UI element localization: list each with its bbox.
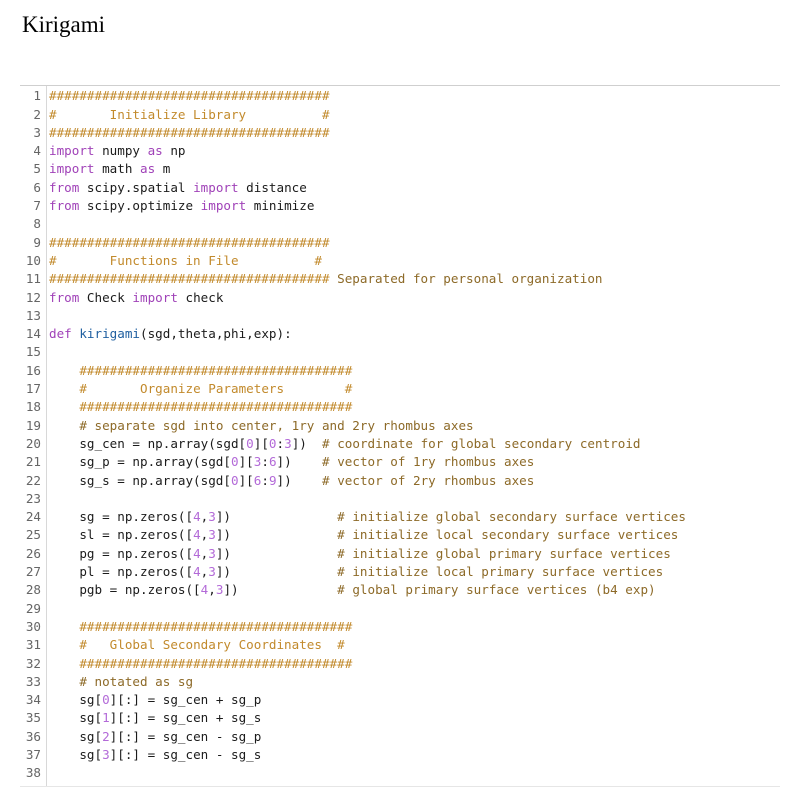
- code-text: [49, 197, 314, 215]
- line-number: 22: [25, 472, 41, 488]
- token-comment: # global primary surface vertices (b4 exp): [337, 582, 656, 598]
- token-kw: import: [49, 161, 95, 177]
- code-text: [49, 508, 686, 526]
- code-text: [49, 691, 261, 709]
- token-num: 9: [268, 472, 277, 488]
- code-line: [20, 142, 780, 160]
- code-text: [49, 581, 656, 599]
- code-line: [20, 288, 780, 306]
- token-kw: def: [49, 326, 72, 342]
- token-plain: [49, 363, 79, 378]
- token-plain: [49, 399, 79, 414]
- code-line: [20, 654, 780, 672]
- code-line: [20, 87, 780, 105]
- token-num: 4: [193, 509, 201, 525]
- token-num: 1: [102, 710, 110, 726]
- token-plain: :: [261, 454, 269, 470]
- token-comment: # vector of 2ry rhombus axes: [322, 472, 535, 488]
- token-plain: [49, 656, 79, 671]
- token-num: 6: [268, 454, 277, 470]
- token-num: 4: [193, 527, 201, 543]
- token-plain: ][:] = sg_cen - sg_s: [109, 746, 262, 762]
- token-plain: sg_cen = np.array(sgd[: [49, 435, 247, 451]
- code-text: [49, 398, 352, 416]
- token-plain: ]): [223, 582, 338, 598]
- code-line: [20, 599, 780, 617]
- code-line: [20, 307, 780, 325]
- token-plain: sg = np.zeros([: [49, 509, 194, 525]
- code-line: [20, 105, 780, 123]
- code-line: [20, 727, 780, 745]
- token-plain: pg = np.zeros([: [49, 545, 194, 561]
- token-num: 4: [193, 545, 201, 561]
- code-text: [49, 362, 352, 380]
- token-plain: minimize: [246, 198, 315, 214]
- code-line: [20, 325, 780, 343]
- line-number: 5: [33, 161, 41, 177]
- code-line: [20, 361, 780, 379]
- line-number: 30: [25, 618, 41, 634]
- token-num: 3: [284, 435, 292, 451]
- line-number: 25: [25, 527, 41, 543]
- line-number: 15: [25, 344, 41, 360]
- token-plain: math: [94, 161, 140, 177]
- code-line: [20, 709, 780, 727]
- token-num: 2: [102, 728, 110, 744]
- token-plain: [49, 674, 79, 689]
- token-comment: # coordinate for global secondary centroid: [322, 435, 641, 451]
- token-plain: pgb = np.zeros([: [49, 582, 201, 598]
- token-plain: ]): [215, 564, 338, 580]
- token-plain: ][:] = sg_cen - sg_p: [109, 728, 262, 744]
- token-kw: import: [132, 289, 178, 305]
- line-number: 3: [33, 124, 41, 140]
- token-plain: sg[: [49, 746, 103, 762]
- token-func: kirigami: [79, 326, 141, 342]
- code-line: [20, 526, 780, 544]
- code-line: [20, 544, 780, 562]
- token-comment: # notated as sg: [79, 673, 194, 689]
- code-line: [20, 453, 780, 471]
- code-line: [20, 233, 780, 251]
- code-text: [49, 746, 261, 764]
- code-line: [20, 160, 780, 178]
- token-num: 3: [215, 582, 224, 598]
- line-number: 12: [25, 289, 41, 305]
- code-line: [20, 124, 780, 142]
- token-plain: ,: [200, 509, 209, 525]
- token-hash: ####################################: [79, 399, 353, 415]
- token-plain: m: [155, 161, 171, 177]
- line-number: 34: [25, 692, 41, 708]
- line-number: 1: [33, 88, 41, 104]
- code-line: [20, 618, 780, 636]
- token-comment: # initialize global primary surface vertices: [337, 545, 671, 561]
- code-text: [49, 325, 292, 343]
- token-plain: ][: [238, 472, 254, 488]
- token-plain: ][:] = sg_cen + sg_p: [109, 692, 262, 708]
- code-line: [20, 490, 780, 508]
- token-plain: scipy.optimize: [79, 198, 201, 214]
- code-line: [20, 764, 780, 782]
- line-number: 35: [25, 710, 41, 726]
- token-hash: ####################################: [79, 618, 353, 634]
- code-text: [49, 160, 170, 178]
- token-plain: [49, 619, 79, 634]
- token-num: 6: [253, 472, 262, 488]
- token-plain: [49, 381, 79, 396]
- code-line: [20, 380, 780, 398]
- token-hash: #####################################: [49, 124, 330, 140]
- token-plain: ][:] = sg_cen + sg_s: [109, 710, 262, 726]
- token-plain: distance: [238, 179, 307, 195]
- line-number: 36: [25, 728, 41, 744]
- line-number: 10: [25, 252, 41, 268]
- code-text: [49, 673, 193, 691]
- token-kw: import: [200, 198, 247, 214]
- token-kw: as: [147, 143, 163, 159]
- token-num: 0: [230, 472, 239, 488]
- line-number: 28: [25, 582, 41, 598]
- token-plain: np: [162, 143, 186, 159]
- line-number: 2: [33, 106, 41, 122]
- token-comment: # initialize local primary surface vertices: [337, 564, 664, 580]
- code-line: [20, 435, 780, 453]
- line-number: 27: [25, 564, 41, 580]
- code-text: [49, 289, 223, 307]
- token-plain: :: [276, 435, 285, 451]
- code-text: [49, 179, 307, 197]
- code-line: [20, 636, 780, 654]
- line-number: 38: [25, 765, 41, 781]
- token-num: 3: [208, 564, 216, 580]
- token-num: 3: [208, 545, 216, 561]
- line-number: 23: [25, 490, 41, 506]
- code-text: [49, 124, 330, 142]
- token-hash: #####################################: [49, 234, 330, 250]
- code-line: [20, 691, 780, 709]
- token-plain: (sgd,theta,phi,exp):: [140, 326, 292, 342]
- token-num: 0: [268, 435, 277, 451]
- line-number: 18: [25, 399, 41, 415]
- token-num: 3: [208, 509, 216, 525]
- token-plain: sg_s = np.array(sgd[: [49, 472, 231, 488]
- code-lines: [20, 87, 780, 782]
- token-kw: from: [49, 198, 80, 214]
- line-number: 31: [25, 637, 41, 653]
- token-comment: # vector of 1ry rhombus axes: [322, 454, 535, 470]
- line-number: 7: [33, 198, 41, 214]
- code-line: [20, 746, 780, 764]
- token-hash: # Functions in File #: [49, 252, 322, 268]
- token-hash: #####################################: [49, 271, 330, 287]
- token-plain: ,: [200, 545, 209, 561]
- token-plain: :: [261, 472, 269, 488]
- line-number: 9: [33, 234, 41, 250]
- code-text: [49, 252, 322, 270]
- token-comment: # initialize local secondary surface vertices: [337, 527, 679, 543]
- line-number: 26: [25, 545, 41, 561]
- line-number: 19: [25, 417, 41, 433]
- code-line: [20, 343, 780, 361]
- token-num: 3: [208, 527, 216, 543]
- token-num: 0: [246, 435, 254, 451]
- token-plain: ]): [215, 509, 338, 525]
- code-text: [49, 106, 330, 124]
- token-plain: ]): [276, 454, 323, 470]
- token-kw: from: [49, 289, 80, 305]
- line-number: 17: [25, 381, 41, 397]
- token-hash: ####################################: [79, 362, 353, 378]
- code-text: [49, 417, 474, 435]
- code-line: [20, 398, 780, 416]
- line-number: 21: [25, 454, 41, 470]
- token-plain: ,: [200, 527, 209, 543]
- token-plain: [49, 637, 79, 652]
- code-line: [20, 197, 780, 215]
- line-number: 33: [25, 673, 41, 689]
- token-hash: #####################################: [49, 88, 330, 104]
- line-number: 16: [25, 362, 41, 378]
- code-line: [20, 416, 780, 434]
- token-num: 0: [102, 692, 110, 708]
- token-plain: sg[: [49, 692, 103, 708]
- token-plain: ][: [253, 435, 269, 451]
- code-text: [49, 87, 330, 105]
- code-text: [49, 453, 534, 471]
- line-number: 6: [33, 179, 41, 195]
- token-plain: sg_p = np.array(sgd[: [49, 454, 231, 470]
- token-plain: numpy: [94, 143, 148, 159]
- token-plain: check: [177, 289, 224, 305]
- code-editor: [20, 85, 780, 787]
- token-plain: scipy.spatial: [79, 179, 194, 195]
- token-kw: import: [49, 143, 95, 159]
- token-plain: ]): [215, 545, 338, 561]
- line-number: 13: [25, 307, 41, 323]
- code-text: [49, 655, 352, 673]
- token-kw: from: [49, 179, 80, 195]
- code-text: [49, 526, 678, 544]
- token-plain: ,: [200, 564, 209, 580]
- token-plain: ][: [238, 454, 254, 470]
- code-line: [20, 215, 780, 233]
- page-title: Kirigami: [22, 12, 106, 37]
- code-text: [49, 435, 640, 453]
- line-number: 29: [25, 600, 41, 616]
- line-number: 24: [25, 509, 41, 525]
- token-hash: # Initialize Library #: [49, 106, 330, 122]
- code-text: [49, 563, 663, 581]
- token-comment: # separate sgd into center, 1ry and 2ry rhombus axes: [79, 417, 474, 433]
- token-plain: sg[: [49, 710, 103, 726]
- token-plain: Check: [79, 289, 133, 305]
- token-plain: pl = np.zeros([: [49, 564, 194, 580]
- token-num: 4: [200, 582, 209, 598]
- token-hash: # Global Secondary Coordinates #: [79, 637, 345, 653]
- code-line: [20, 563, 780, 581]
- code-line: [20, 673, 780, 691]
- line-number: 4: [33, 143, 41, 159]
- line-number: 20: [25, 435, 41, 451]
- line-number: 37: [25, 746, 41, 762]
- code-line: [20, 471, 780, 489]
- token-plain: ]): [291, 435, 323, 451]
- code-line: [20, 581, 780, 599]
- code-text: [49, 270, 603, 288]
- code-text: [49, 472, 534, 490]
- token-plain: sl = np.zeros([: [49, 527, 194, 543]
- line-number: 14: [25, 326, 41, 342]
- token-plain: ]): [215, 527, 338, 543]
- code-line: [20, 252, 780, 270]
- token-plain: ]): [276, 472, 323, 488]
- token-plain: sg[: [49, 728, 103, 744]
- token-kw: as: [140, 161, 156, 177]
- token-num: 3: [102, 746, 110, 762]
- code-text: [49, 709, 261, 727]
- token-kw: import: [193, 179, 239, 195]
- code-text: [49, 728, 261, 746]
- token-num: 0: [230, 454, 239, 470]
- token-hash: ####################################: [79, 655, 353, 671]
- code-line: [20, 178, 780, 196]
- code-text: [49, 380, 352, 398]
- line-number: 11: [25, 271, 41, 287]
- code-text: [49, 234, 330, 252]
- code-line: [20, 508, 780, 526]
- token-plain: ,: [208, 582, 216, 598]
- token-comment: # initialize global secondary surface vertices: [337, 509, 686, 525]
- token-comment: Separated for personal organization: [329, 271, 603, 287]
- line-number: 32: [25, 655, 41, 671]
- token-plain: [49, 418, 79, 433]
- code-line: [20, 270, 780, 288]
- token-num: 4: [193, 564, 201, 580]
- line-number: 8: [33, 216, 41, 232]
- code-text: [49, 545, 671, 563]
- token-hash: # Organize Parameters #: [79, 381, 353, 397]
- token-num: 3: [253, 454, 262, 470]
- code-text: [49, 636, 345, 654]
- code-text: [49, 618, 352, 636]
- code-text: [49, 142, 186, 160]
